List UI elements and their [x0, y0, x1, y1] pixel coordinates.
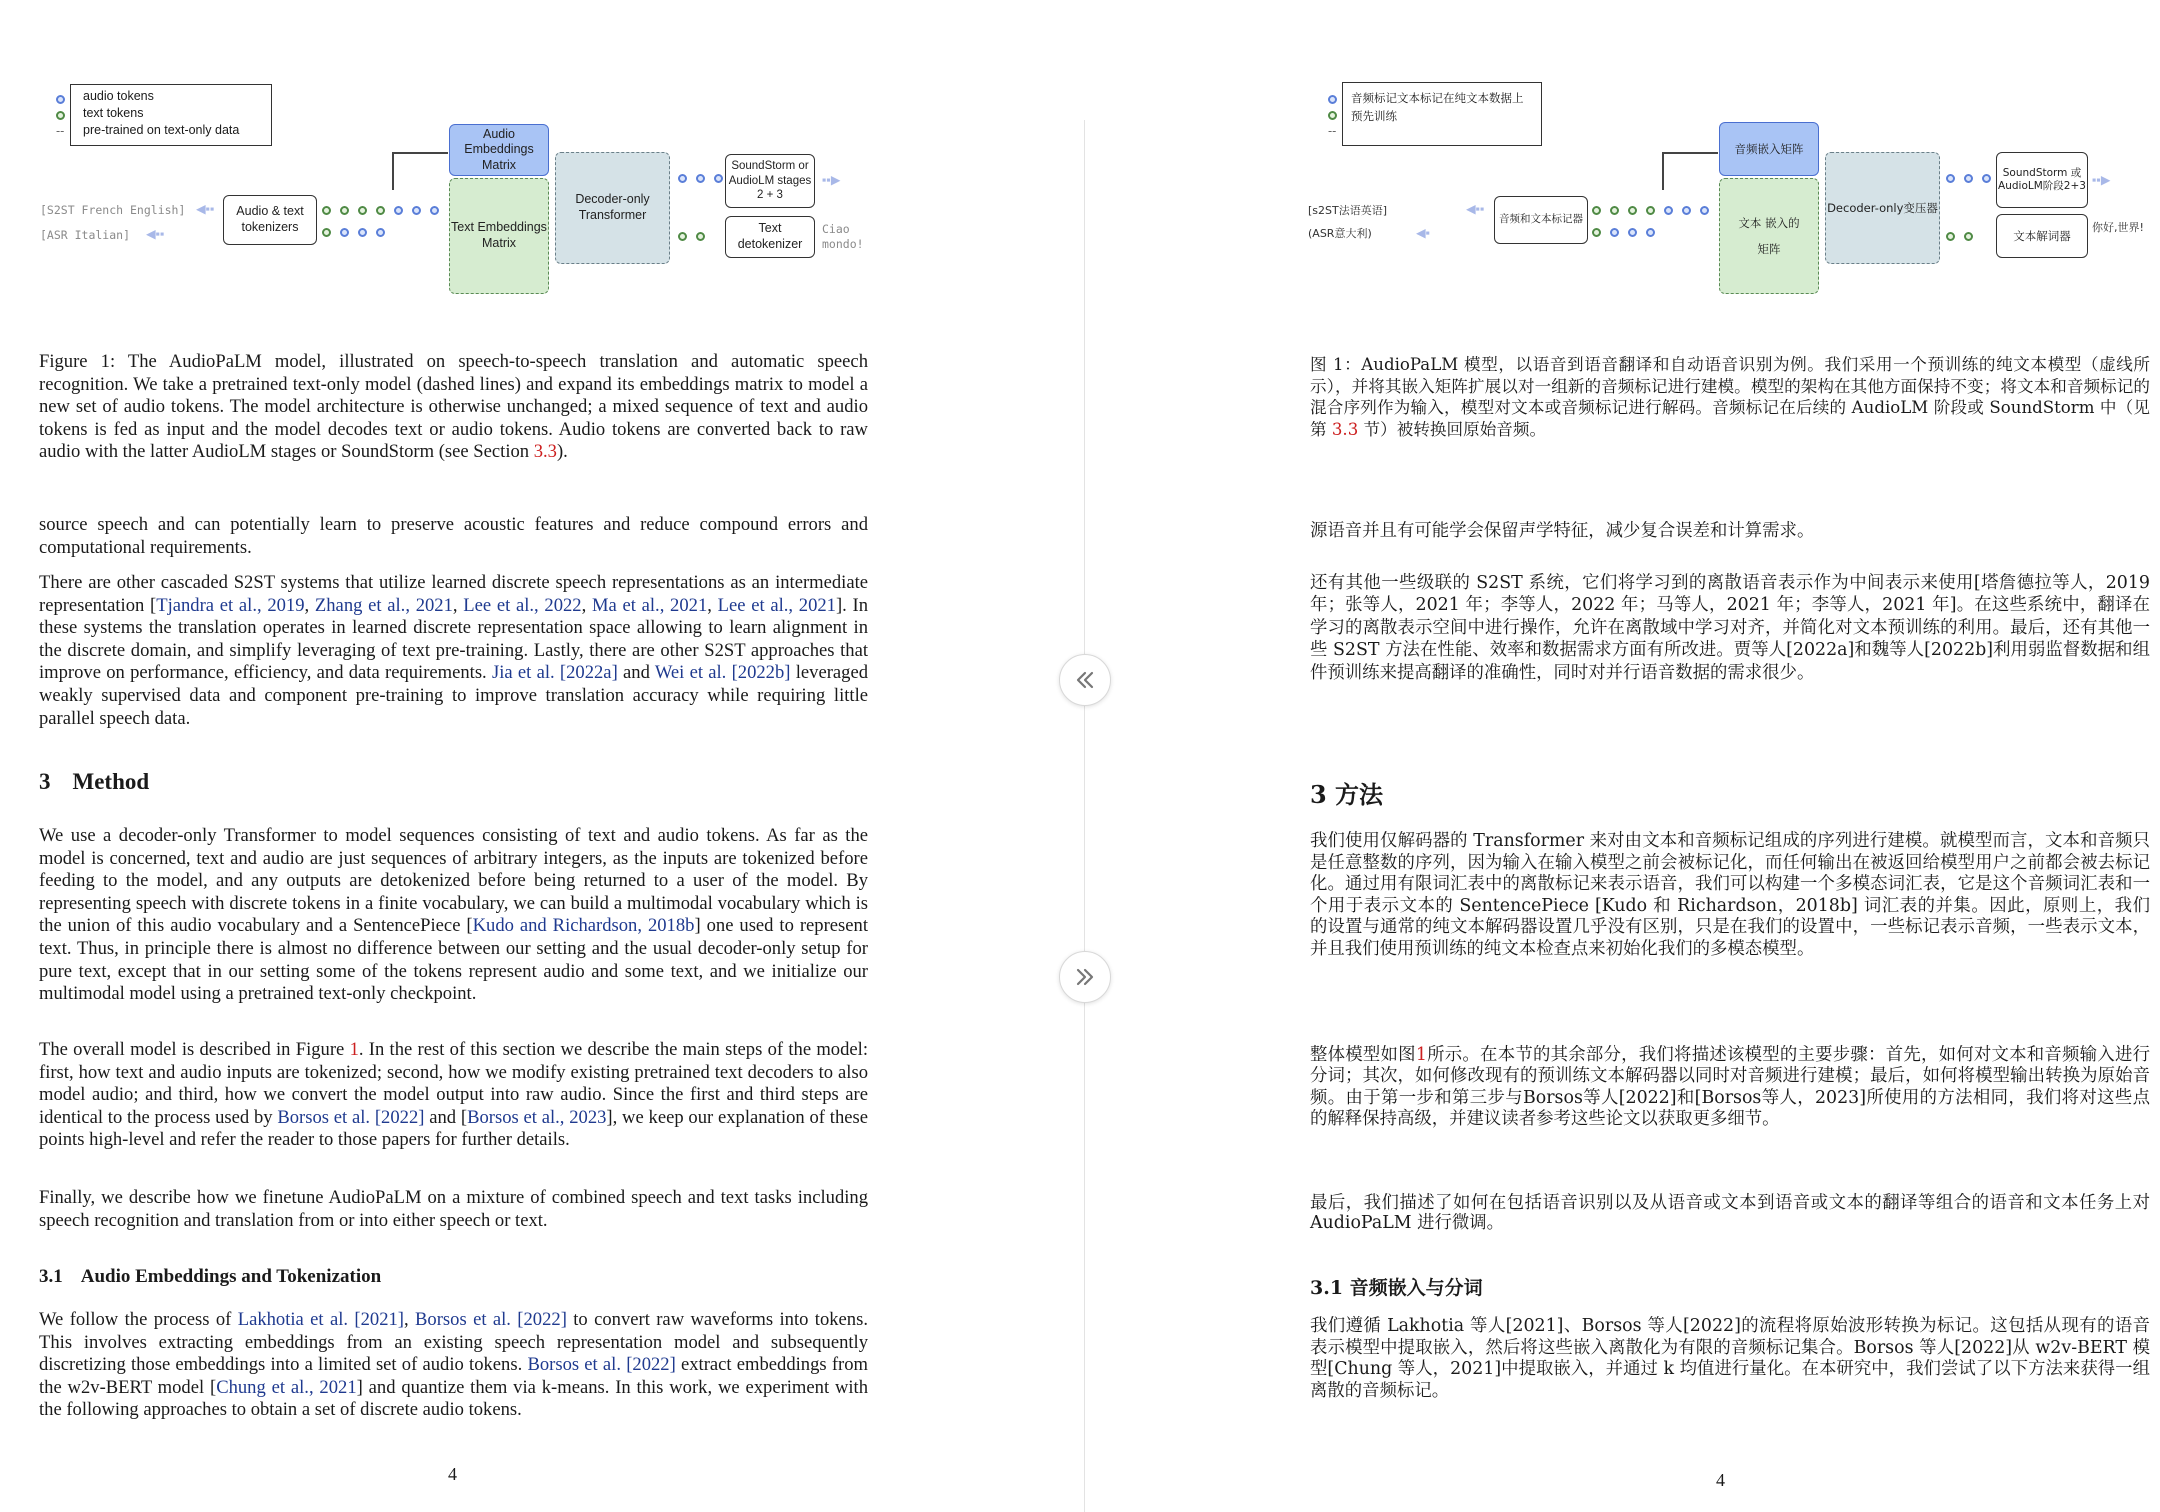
figure-ref[interactable]: 1: [349, 1039, 359, 1060]
section-heading: 3 Method: [39, 769, 150, 794]
text-token-dot-icon: [56, 111, 65, 120]
figure-1-translated: -- 音频标记文本标记在纯文本数据上预先训练 [s2ST法语英语] (ASR意大利) ◀▪▪ ◀▪ 音频和文本标记器 音频嵌入矩阵 文本 嵌入的矩阵 Decoder-only变压器 SoundStorm 或AudioLM阶段2+3 文本解词器 ▪▪▶ 你好,世界!: [1086, 0, 2160, 320]
soundstorm-box: SoundStorm or AudioLM stages 2 + 3: [725, 154, 815, 208]
paragraph-4: 整体模型如图1所示。在本节的其余部分，我们将描述该模型的主要步骤：首先，如何对文本和音频输入进行分词；其次，如何修改现有的预训练文本解码器以同时对音频进行建模；最后，如何将模型输出转换为原始音频。由于第一步和第三步与Borsos等人[2022]和[Borsos等人，2023]所使用的方法相同，我们将对这些点的解释保持高级，并建议读者参考这些论文以获取更多细节。: [1310, 1045, 2150, 1130]
section-ref[interactable]: 3.3: [533, 441, 557, 463]
paragraph-3: 我们使用仅解码器的 Transformer 来对由文本和音频标记组成的序列进行建模。就模型而言，文本和音频只是任意整数的序列，因为输入在输入模型之前会被标记化，而任何输出在被返回给模型用户之前都会被去标记化。通过用有限词汇表中的离散标记来表示语音，我们可以构建一个多模态词汇表，它是这个音频词汇表和一个用于表示文本的 SentencePiece [Kudo 和 Richardson，2018b] 词汇表的并集。因此，原则上，我们的设置与通常的纯文本解码器设置几乎没有区别，只是在我们的设置中，一些标记表示音频，一些表示文本，并且我们使用预训练的纯文本检查点来初始化我们的多模态模型。: [1310, 831, 2151, 959]
citation[interactable]: Kudo and Richardson, 2018b: [472, 915, 695, 937]
page-number: 4: [448, 1464, 457, 1484]
soundstorm-box: SoundStorm 或AudioLM阶段2+3: [1996, 152, 2088, 208]
paragraph-5: Finally, we describe how we finetune AudioPaLM on a mixture of combined speech and text tasks including speech recognition and translation from or into either speech or text.: [39, 1187, 868, 1231]
tokenizer-box: 音频和文本标记器: [1494, 196, 1588, 244]
audio-embeddings-box: 音频嵌入矩阵: [1719, 122, 1819, 176]
citation[interactable]: Chung et al., 2021: [216, 1376, 357, 1398]
decoder-box: Decoder-only Transformer: [555, 152, 670, 264]
section-heading: 3 方法: [1310, 780, 1384, 809]
decoder-box: Decoder-only变压器: [1825, 152, 1940, 264]
citation[interactable]: Borsos et al. [2022]: [415, 1309, 567, 1330]
paragraph-3: We use a decoder-only Transformer to model sequences consisting of text and audio tokens. As far as the model is concerned, text and audio are just sequences of arbitrary integers, as the inputs are tokenized before feeding to the model, and any outputs are detokenized before being returned to a user of the model. By representing speech with discrete tokens in a finite vocabulary, we can build a multimodal vocabulary which is the union of this audio vocabulary and a SentencePiece [Kudo and Richardson, 2018b] one used to represent text. Thus, in principle there is almost no difference between our setting and the usual decoder-only setup for pure text, except that in our setting some of the tokens represent audio and some text, and we initialize our multimodal model using a pretrained text-only checkpoint.: [39, 825, 868, 1005]
citation[interactable]: Lee et al., 2021: [717, 594, 836, 616]
figure-caption: Figure 1: The AudioPaLM model, illustrated on speech-to-speech translation and automatic speech recognition. We take a pretrained text-only model (dashed lines) and expand its embeddings matrix to model a new set of audio tokens. The model architecture is otherwise unchanged; a mixed sequence of text and audio tokens is fed as input and the model decodes text or audio tokens. Audio tokens are converted back to raw audio with the latter AudioLM stages or SoundStorm (see Section 3.3).: [39, 351, 868, 463]
page-number: 4: [1716, 1470, 1725, 1490]
citation[interactable]: Borsos et al. [2022]: [277, 1106, 425, 1128]
text-embeddings-box: Text Embeddings Matrix: [449, 178, 549, 294]
double-chevron-left-icon: [1072, 667, 1098, 693]
audio-token-dot-icon: [56, 95, 65, 104]
input-label-s2st: [S2ST French English]: [40, 203, 186, 217]
paragraph-5: 最后，我们描述了如何在包括语音识别以及从语音或文本到语音或文本的翻译等组合的语音和文本任务上对 AudioPaLM 进行微调。: [1310, 1193, 2150, 1233]
figure-legend: 音频标记文本标记在纯文本数据上预先训练: [1342, 82, 1542, 146]
paragraph-2: 还有其他一些级联的 S2ST 系统，它们将学习到的离散语音表示作为中间表示来使用[塔詹德拉等人，2019 年；张等人，2021 年；李等人，2022 年；马等人，2021 年；李等人，2021 年]。在这些系统中，翻译在学习的离散表示空间中进行操作，允许在离散域中学习对齐，并简化对文本预训练的利用。最后，还有其他一些 S2ST 方法在性能、效率和数据需求方面有所改进。贾等人[2022a]和魏等人[2022b]利用弱监督数据和组件预训练来提高翻译的准确性，同时对并行语音数据的需求很少。: [1310, 573, 2150, 683]
citation[interactable]: Jia et al. [2022a]: [491, 662, 618, 684]
input-label-s2st: [s2ST法语英语]: [1308, 204, 1388, 217]
citation[interactable]: Wei et al. [2022b]: [654, 662, 791, 684]
next-page-button[interactable]: [1059, 951, 1111, 1003]
output-text: 你好,世界!: [2092, 221, 2144, 234]
citation[interactable]: Borsos et al., 2023: [467, 1106, 607, 1128]
citation[interactable]: Lee et al., 2022: [463, 594, 582, 616]
output-text: Ciao mondo!: [822, 222, 864, 251]
figure-caption: 图 1：AudioPaLM 模型，以语音到语音翻译和自动语音识别为例。我们采用一个预训练的纯文本模型（虚线所示），并将其嵌入矩阵扩展以对一组新的音频标记进行建模。模型的架构在其他方面保持不变；将文本和音频标记的混合序列作为输入，模型对文本或音频标记进行解码。音频标记在后续的 AudioLM 阶段或 SoundStorm 中（见第 3.3 节）被转换回原始音频。: [1310, 355, 2150, 439]
paragraph-6: We follow the process of Lakhotia et al. [2021], Borsos et al. [2022] to convert raw waveforms into tokens. This involves extracting embeddings from an existing speech representation model and subsequently discretizing those embeddings into a limited set of audio tokens. Borsos et al. [2022] extract embeddings from the w2v-BERT model [Chung et al., 2021] and quantize them via k-means. In this work, we experiment with the following approaches to obtain a set of discrete audio tokens.: [39, 1309, 869, 1421]
section-ref[interactable]: 3.3: [1331, 419, 1359, 439]
subsection-heading: 3.1 Audio Embeddings and Tokenization: [39, 1266, 382, 1287]
citation[interactable]: Tjandra et al., 2019: [156, 594, 305, 616]
paragraph-6: 我们遵循 Lakhotia 等人[2021]、Borsos 等人[2022]的流程将原始波形转换为标记。这包括从现有的语音表示模型中提取嵌入，然后将这些嵌入离散化为有限的音频标记集合。Borsos 等人[2022]从 w2v-BERT 模型[Chung 等人，2021]中提取嵌入，并通过 k 均值进行量化。在本研究中，我们尝试了以下方法来获得一组离散的音频标记。: [1310, 1316, 2150, 1401]
paragraph-4: The overall model is described in Figure 1. In the rest of this section we describe the main steps of the model: first, how text and audio inputs are tokenized; second, how we modify existing pretrained text decoders to also model audio; and third, how we convert the model output into raw audio. Since the first and third steps are identical to the process used by Borsos et al. [2022] and [Borsos et al., 2023], we keep our explanation of these points high-level and refer the reader to those papers for further details.: [39, 1039, 868, 1151]
paragraph-2: There are other cascaded S2ST systems that utilize learned discrete speech representations as an intermediate representation [Tjandra et al., 2019, Zhang et al., 2021, Lee et al., 2022, Ma et al., 2021, Lee et al., 2021]. In these systems the translation operates in learned discrete representation space allowing to learn alignment in the discrete domain, and simplify leveraging of text pre-training. Lastly, there are other S2ST approaches that improve on performance, efficiency, and data requirements. Jia et al. [2022a] and Wei et al. [2022b] leveraged weakly supervised data and component pre-training to improve translation accuracy while requiring little parallel speech data.: [39, 572, 869, 729]
citation[interactable]: Zhang et al., 2021: [314, 594, 453, 616]
paragraph-1: 源语音并且有可能学会保留声学特征，减少复合误差和计算需求。: [1310, 521, 1815, 541]
figure-1: -- audio tokens text tokens pre-trained on text-only data [S2ST French English] [ASR Italian] ◀▪▪ ◀▪▪ Audio & text tokenizers Audio Embeddings Matrix Text Embeddings Matrix Decoder-only Transformer SoundStorm or AudioLM stages 2 + 3 Text detokenizer ▪▪▶ Ciao mondo!: [0, 0, 1083, 320]
figure-legend: audio tokens text tokens pre-trained on text-only data: [70, 84, 272, 146]
right-page: [1086, 0, 2160, 1512]
input-label-asr: [ASR Italian]: [40, 228, 131, 242]
text-detokenizer-box: 文本解词器: [1996, 214, 2088, 258]
citation[interactable]: Lakhotia et al. [2021]: [237, 1309, 404, 1330]
citation[interactable]: Borsos et al. [2022]: [527, 1354, 676, 1376]
page-divider: [1084, 120, 1085, 1512]
citation[interactable]: Ma et al., 2021: [591, 594, 708, 616]
double-chevron-right-icon: [1072, 964, 1098, 990]
subsection-heading: 3.1 音频嵌入与分词: [1310, 1277, 1483, 1299]
audio-embeddings-box: Audio Embeddings Matrix: [449, 124, 549, 176]
figure-ref[interactable]: 1: [1415, 1045, 1427, 1065]
text-detokenizer-box: Text detokenizer: [725, 216, 815, 258]
previous-page-button[interactable]: [1059, 654, 1111, 706]
tokenizer-box: Audio & text tokenizers: [223, 195, 317, 245]
input-label-asr: (ASR意大利): [1308, 227, 1372, 240]
text-embeddings-box: 文本 嵌入的矩阵: [1719, 178, 1819, 294]
paragraph-1: source speech and can potentially learn to preserve acoustic features and reduce compound errors and computational requirements.: [39, 514, 868, 558]
